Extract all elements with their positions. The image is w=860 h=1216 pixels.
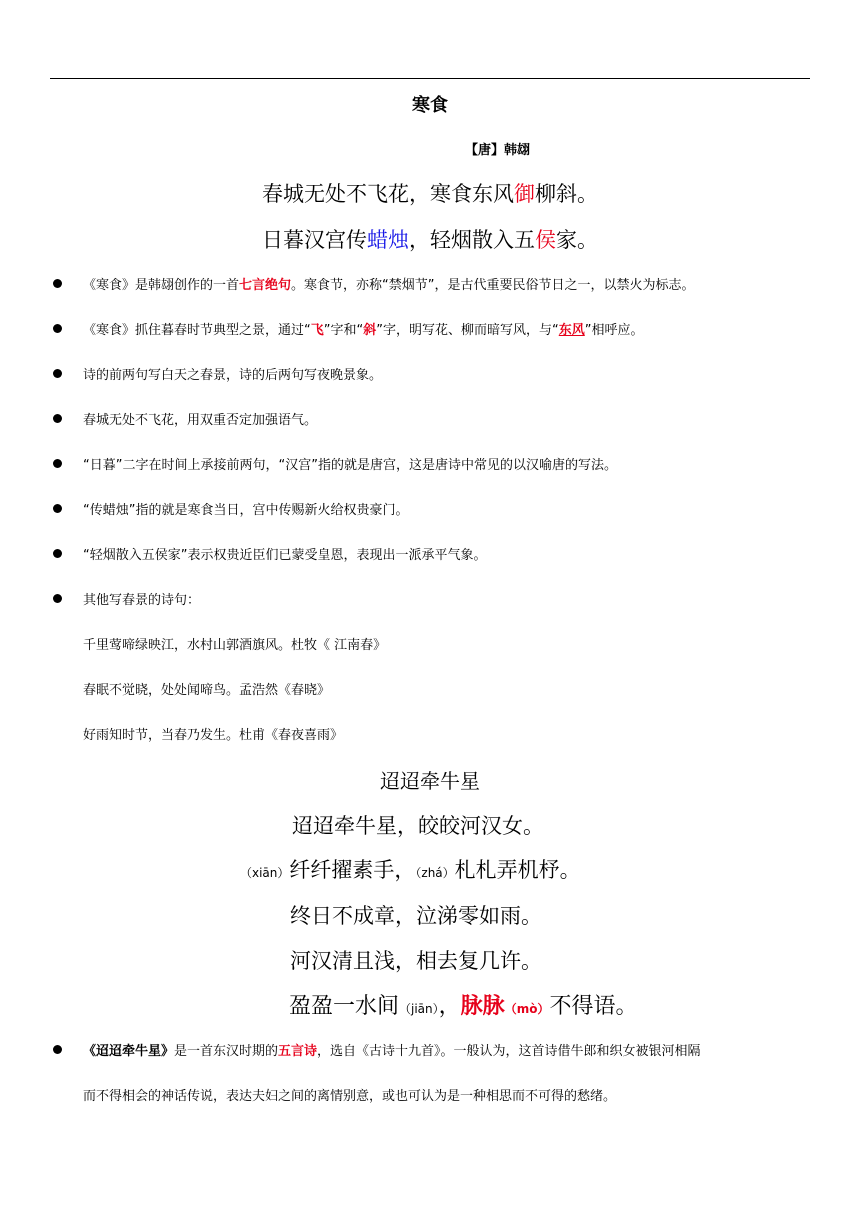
last-bullet-line-1 [83,1040,701,1059]
poem2-line-1: 迢迢牵牛星，皎皎河汉女。 [292,814,544,838]
poem2-line-2 [240,854,581,884]
poem2-line-2-text-b: 札札弄机杼。 [454,858,581,882]
bullet-2-highlight-2: 斜 [363,323,377,338]
poem1-line-1-text-a: 春城无处不飞花，寒食东风 [262,182,514,206]
last-bullet-poem-name: 《迢迢牵牛星》 [83,1044,175,1059]
last-bullet-highlight: 五言诗 [278,1044,318,1059]
poem1-author: 【唐】韩翃 [465,143,531,158]
bullet-1-text-a: 《寒食》是韩翃创作的一首 [83,278,240,293]
poem2-line-5 [289,989,637,1020]
bullet-2-text-c: ”字，明写花、柳而暗写风，与“ [376,323,559,338]
bullet-item-4: 春城无处不飞花，用双重否定加强语气。 [83,413,318,428]
bullet-2-text-a: 《寒食》抓住暮春时节典型之景，通过“ [83,323,311,338]
bullet-1-highlight: 七言绝句 [239,278,292,293]
bullet-1-text-b: 。寒食节，亦称“禁烟节”，是古代重要民俗节日之一，以禁火为标志。 [291,278,695,293]
bullet-dot [53,504,62,513]
last-bullet-text-b: 是一首东汉时期的 [174,1044,279,1059]
poem1-line-1 [0,178,860,208]
header-rule [50,78,810,79]
poem2-line-3: 终日不成章，泣涕零如雨。 [290,904,542,928]
poem1-line-2-text-a: 日暮汉宫传 [262,228,367,252]
bullet-item-6: “传蜡烛”指的就是寒食当日，宫中传赐新火给权贵豪门。 [83,503,409,518]
poem1-line-1-highlight: 御 [514,182,535,206]
poem2-line-5-text-b: ， [438,994,461,1019]
poem1-line-2-text-c: 家。 [556,228,598,252]
bullet-dot [53,1045,62,1054]
poem1-line-2-highlight: 侯 [535,228,556,252]
bullet-2-text-d: ”相呼应。 [584,323,644,338]
poem1-line-2-highlight-blue: 蜡烛 [367,228,409,252]
bullet-2-highlight-1: 飞 [310,323,324,338]
bullet-dot [53,594,62,603]
bullet-item-5: “日暮”二字在时间上承接前两句，“汉宫”指的就是唐宫，这是唐诗中常见的以汉喻唐的写法。 [83,458,617,473]
poem1-title: 寒食 [412,95,448,116]
bullet-dot [53,459,62,468]
bullet-dot [53,279,62,288]
spring-line-1: 千里莺啼绿映江，水村山郭酒旗风。杜牧《 江南春》 [83,638,387,653]
poem1-line-2 [0,224,860,254]
spring-line-3: 好雨知时节，当春乃发生。杜甫《春夜喜雨》 [83,728,344,743]
bullet-item-2 [83,319,644,338]
bullet-item-7: “轻烟散入五侯家”表示权贵近臣们已蒙受皇恩，表现出一派承平气象。 [83,548,487,563]
poem2-line-5-text-c: 不得语。 [549,994,638,1019]
poem2-line-4: 河汉清且浅，相去复几许。 [290,949,542,973]
poem2-title: 迢迢牵牛星 [380,769,480,793]
bullet-dot [53,414,62,423]
poem2-line-5-text-a: 盈盈一水间 [289,994,400,1019]
pinyin-jian: （jiān） [399,1002,439,1016]
pinyin-xian: （xiān） [240,866,290,880]
pinyin-zha: （zhá） [415,866,455,880]
bullet-2-text-b: ”字和“ [323,323,364,338]
bullet-item-3: 诗的前两句写白天之春景，诗的后两句写夜晚景象。 [83,368,383,383]
bullet-item-8: 其他写春景的诗句： [83,593,201,608]
spring-line-2: 春眠不觉晓，处处闻啼鸟。孟浩然《春晓》 [83,683,331,698]
last-bullet-text-c: ，选自《古诗十九首》。一般认为，这首诗借牛郎和织女被银河相隔 [317,1044,701,1059]
bullet-item-1 [83,274,695,293]
poem2-line-5-highlight: 脉脉 [460,994,505,1019]
bullet-dot [53,369,62,378]
pinyin-mo: （mò） [504,1002,550,1016]
last-bullet-line-2: 而不得相会的神话传说，表达夫妇之间的离情别意，或也可认为是一种相思而不可得的愁绪。 [83,1089,617,1104]
poem1-line-1-text-b: 柳斜。 [535,182,598,206]
poem1-line-2-text-b: ，轻烟散入五 [409,228,535,252]
bullet-dot [53,549,62,558]
bullet-dot [53,324,62,333]
bullet-2-highlight-3: 东风 [558,323,585,338]
poem2-line-2-text-a: 纤纤擢素手， [289,858,416,882]
